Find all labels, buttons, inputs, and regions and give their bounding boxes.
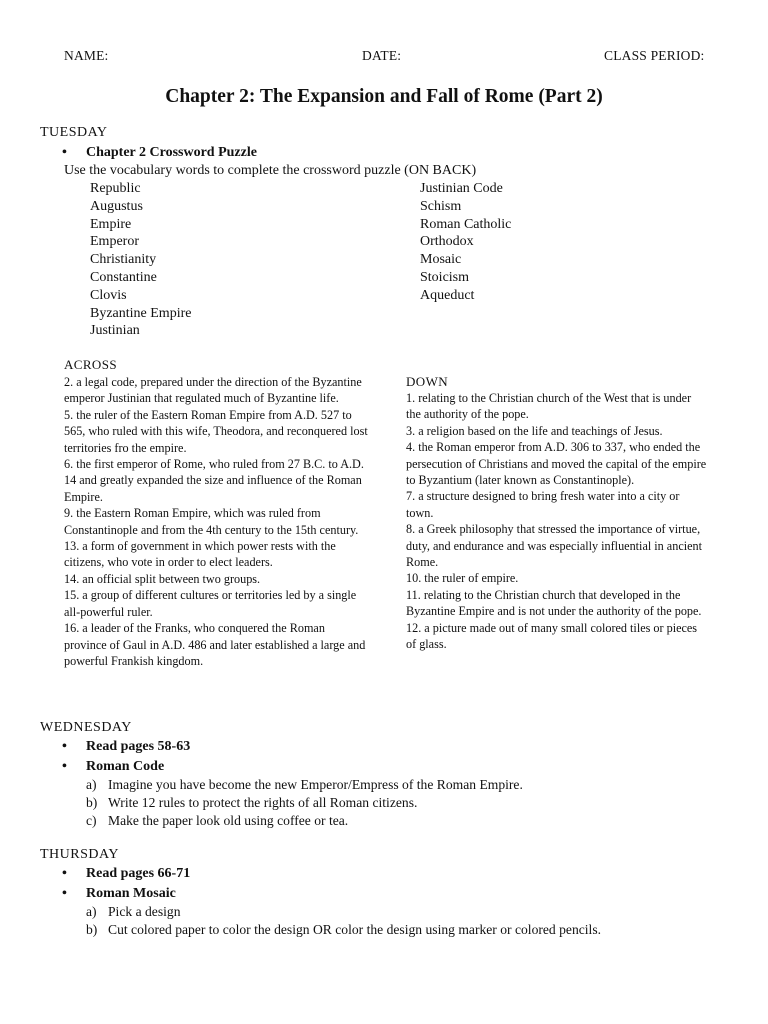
thursday-item-a: a) Pick a design [86, 904, 181, 919]
bullet-text: Read pages 58-63 [86, 739, 191, 754]
across-clue: 14. an official split between two groups. [64, 571, 261, 586]
bullet-icon: • [62, 759, 67, 774]
tuesday-bullet-crossword [62, 145, 257, 161]
across-heading: ACROSS [64, 357, 117, 372]
down-clue: 4. the Roman emperor from A.D. 306 to 337, who ended the persecution of Christians and moved the capital of the empire to Byzantium (later known as Constantinople). [406, 440, 707, 488]
down-clue: 3. a religion based on the life and teachings of Jesus. [406, 423, 663, 438]
name-field-label: NAME: [64, 48, 109, 63]
thursday-item-b: b) Cut colored paper to color the design OR color the design using marker or colored pencils. [86, 922, 602, 937]
across-clue: 6. the first emperor of Rome, who ruled from 27 B.C. to A.D. 14 and greatly expanded the size and influence of the Roman Empire. [64, 457, 364, 504]
vocab-word: Constantine [90, 269, 157, 285]
down-clue: 7. a structure designed to bring fresh water into a city or town. [406, 489, 680, 520]
down-clue: 10. the ruler of empire. [406, 571, 519, 586]
bullet-icon: • [62, 866, 67, 881]
across-clue: 15. a group of different cultures or territories led by a single all-powerful ruler. [64, 588, 357, 619]
down-heading: DOWN [406, 374, 449, 389]
vocab-word: Byzantine Empire [90, 305, 192, 321]
thursday-bullet-roman-mosaic [62, 886, 176, 902]
tuesday-instruction: Use the vocabulary words to complete the crossword puzzle (ON BACK) [64, 163, 477, 178]
bullet-icon: • [62, 886, 67, 901]
bullet-icon: • [62, 145, 67, 160]
vocab-word: Orthodox [420, 234, 474, 250]
vocab-word: Justinian Code [420, 181, 503, 196]
down-clue: 8. a Greek philosophy that stressed the importance of virtue, duty, and endurance and was especially influential in ancient Rome. [406, 522, 702, 570]
wednesday-item-a: a) Imagine you have become the new Emperor/Empress of the Roman Empire. [86, 777, 523, 792]
bullet-text: Roman Code [86, 759, 165, 774]
date-field-label: DATE: [362, 48, 402, 63]
page-title: Chapter 2: The Expansion and Fall of Rome (Part 2) [165, 86, 603, 107]
vocab-word: Emperor [90, 234, 139, 250]
wednesday-bullet-roman-code [62, 759, 164, 775]
across-clue: 5. the ruler of the Eastern Roman Empire from A.D. 527 to 565, who ruled with this wife, Theodora, and reconquered lost territories fro the empire. [64, 407, 368, 455]
across-clue: 9. the Eastern Roman Empire, which was ruled from Constantinople and from the 4th century to the 15th century. [64, 506, 359, 537]
vocab-word: Justinian [90, 323, 140, 339]
down-clue: 12. a picture made out of many small colored tiles or pieces of glass. [406, 620, 698, 652]
tuesday-heading: TUESDAY [40, 125, 108, 140]
bullet-icon: • [62, 739, 67, 754]
vocab-word: Roman Catholic [420, 216, 512, 232]
wednesday-item-b: b) Write 12 rules to protect the rights of all Roman citizens. [86, 795, 418, 810]
thursday-heading: THURSDAY [40, 847, 119, 862]
wednesday-heading: WEDNESDAY [40, 720, 132, 735]
bullet-text: Roman Mosaic [86, 886, 176, 901]
vocab-word: Clovis [90, 287, 127, 303]
bullet-text: Chapter 2 Crossword Puzzle [86, 145, 257, 160]
class-period-field-label: CLASS PERIOD: [604, 48, 705, 63]
down-clues [406, 390, 708, 653]
vocab-word: Schism [420, 198, 462, 214]
vocab-word: Augustus [90, 198, 143, 214]
vocab-list-left [90, 180, 191, 340]
across-clues [64, 374, 370, 669]
across-clue: 13. a form of government in which power rests with the citizens, who vote in order to elect leaders. [64, 539, 336, 570]
down-clue: 1. relating to the Christian church of the West that is under the authority of the pope. [406, 391, 692, 422]
down-clue: 11. relating to the Christian church that developed in the Byzantine Empire and is not under the authority of the pope. [406, 587, 702, 619]
vocab-list-right [420, 180, 511, 305]
across-clue: 16. a leader of the Franks, who conquered the Roman province of Gaul in A.D. 486 and later established a large and powerful Frankish kingdom. [64, 621, 366, 668]
wednesday-item-c: c) Make the paper look old using coffee or tea. [86, 813, 349, 828]
vocab-word: Empire [90, 216, 132, 232]
vocab-word: Republic [90, 181, 141, 196]
vocab-word: Stoicism [420, 269, 470, 285]
bullet-text: Read pages 66-71 [86, 866, 191, 881]
vocab-word: Mosaic [420, 252, 462, 268]
vocab-word: Aqueduct [420, 287, 475, 303]
vocab-word: Christianity [90, 252, 157, 268]
across-clue: 2. a legal code, prepared under the direction of the Byzantine emperor Justinian that regulated much of Byzantine life. [64, 375, 362, 406]
thursday-bullet-reading [62, 866, 190, 882]
wednesday-bullet-reading [62, 739, 190, 755]
